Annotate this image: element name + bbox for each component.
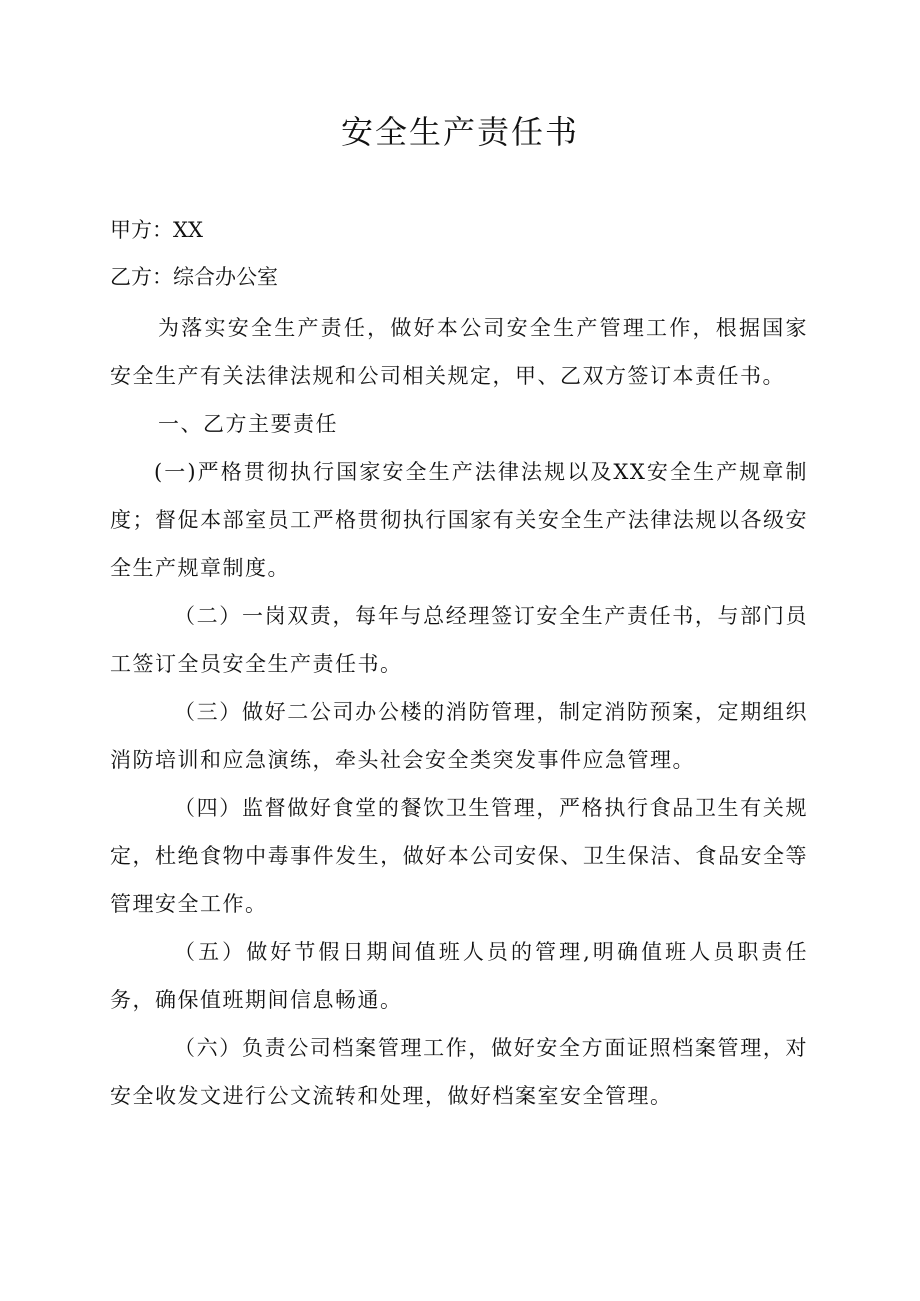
item-paragraph: （三）做好二公司办公楼的消防管理，制定消防预案，定期组织消防培训和应急演练，牵头社会安全类突发事件应急管理。 xyxy=(110,700,808,772)
item-paragraph: （四）监督做好食堂的餐饮卫生管理，严格执行食品卫生有关规定，杜绝食物中毒事件发生，做好本公司安保、卫生保洁、食品安全等管理安全工作。 xyxy=(110,796,808,916)
item-paragraph: （六）负责公司档案管理工作，做好安全方面证照档案管理，对安全收发文进行公文流转和处理，做好档案室安全管理。 xyxy=(110,1036,808,1108)
item-paragraph: (一)严格贯彻执行国家安全生产法律法规以及XX安全生产规章制度；督促本部室员工严格贯彻执行国家有关安全生产法律法规以各级安全生产规章制度。 xyxy=(110,460,808,580)
party-a-line: 甲方：XX xyxy=(110,218,203,242)
document-title: 安全生产责任书 xyxy=(340,113,579,151)
party-b-line: 乙方：综合办公室 xyxy=(110,265,278,289)
item-paragraph: （二）一岗双责，每年与总经理签订安全生产责任书，与部门员工签订全员安全生产责任书。 xyxy=(110,604,808,676)
item-paragraph: （五）做好节假日期间值班人员的管理,明确值班人员职责任务，确保值班期间信息畅通。 xyxy=(110,940,808,1012)
intro-paragraph: 为落实安全生产责任，做好本公司安全生产管理工作，根据国家安全生产有关法律法规和公司相关规定，甲、乙双方签订本责任书。 xyxy=(110,316,808,388)
section-heading: 一、乙方主要责任 xyxy=(158,412,338,436)
